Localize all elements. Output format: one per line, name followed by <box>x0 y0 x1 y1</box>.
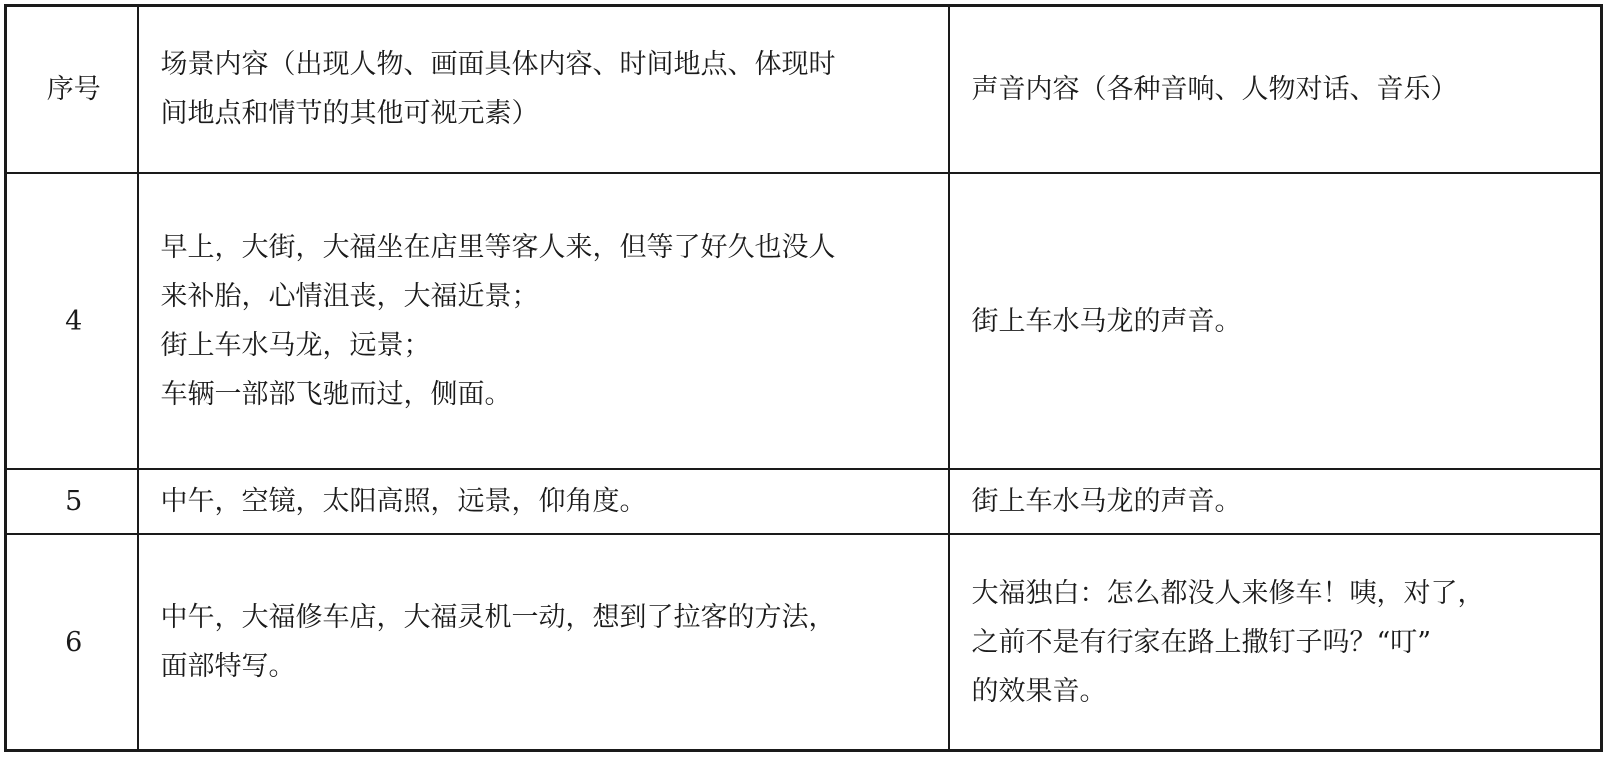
header-sound-cell <box>949 6 1602 173</box>
scene-line: 早上，大街，大福坐在店里等客人来，但等了好久也没人 <box>160 232 836 264</box>
sound-line: 之前不是有行家在路上撒钉子吗？“叮” <box>971 626 1432 658</box>
row-index-cell <box>6 469 138 534</box>
scene-line: 车辆一部部飞驰而过，侧面。 <box>160 379 512 411</box>
header-scene-cell <box>138 6 949 173</box>
header-sound-line: 声音内容（各种音响、人物对话、音乐） <box>971 73 1458 105</box>
sound-line: 大福独白：怎么都没人来修车！咦，对了， <box>971 577 1485 609</box>
scene-cell <box>138 469 949 534</box>
scene-cell <box>138 534 949 750</box>
header-row <box>6 6 1602 173</box>
header-scene-line: 间地点和情节的其他可视元素） <box>160 98 539 130</box>
sound-cell <box>949 534 1602 750</box>
row-index-cell <box>6 173 138 469</box>
sound-line: 街上车水马龙的声音。 <box>971 305 1242 337</box>
storyboard-table <box>4 4 1603 752</box>
scene-line: 面部特写。 <box>160 651 296 683</box>
storyboard-sheet <box>4 4 1600 752</box>
header-index-label: 序号 <box>46 73 101 105</box>
scene-line: 街上车水马龙，远景； <box>160 330 431 362</box>
table-row <box>6 534 1602 750</box>
row-index-cell <box>6 534 138 750</box>
sound-line: 街上车水马龙的声音。 <box>971 486 1242 518</box>
scene-line: 中午，大福修车店，大福灵机一动，想到了拉客的方法， <box>160 602 836 634</box>
header-scene-line: 场景内容（出现人物、画面具体内容、时间地点、体现时 <box>160 49 836 81</box>
scene-line: 来补胎，心情沮丧，大福近景； <box>160 281 539 313</box>
header-index-cell <box>6 6 138 173</box>
row-index: 4 <box>65 305 83 337</box>
sound-line: 的效果音。 <box>971 675 1107 707</box>
sound-cell <box>949 469 1602 534</box>
sound-cell <box>949 173 1602 469</box>
scene-line: 中午，空镜，太阳高照，远景，仰角度。 <box>160 486 647 518</box>
scene-cell <box>138 173 949 469</box>
row-index: 6 <box>65 626 83 658</box>
table-row <box>6 469 1602 534</box>
table-row <box>6 173 1602 469</box>
row-index: 5 <box>65 486 83 518</box>
